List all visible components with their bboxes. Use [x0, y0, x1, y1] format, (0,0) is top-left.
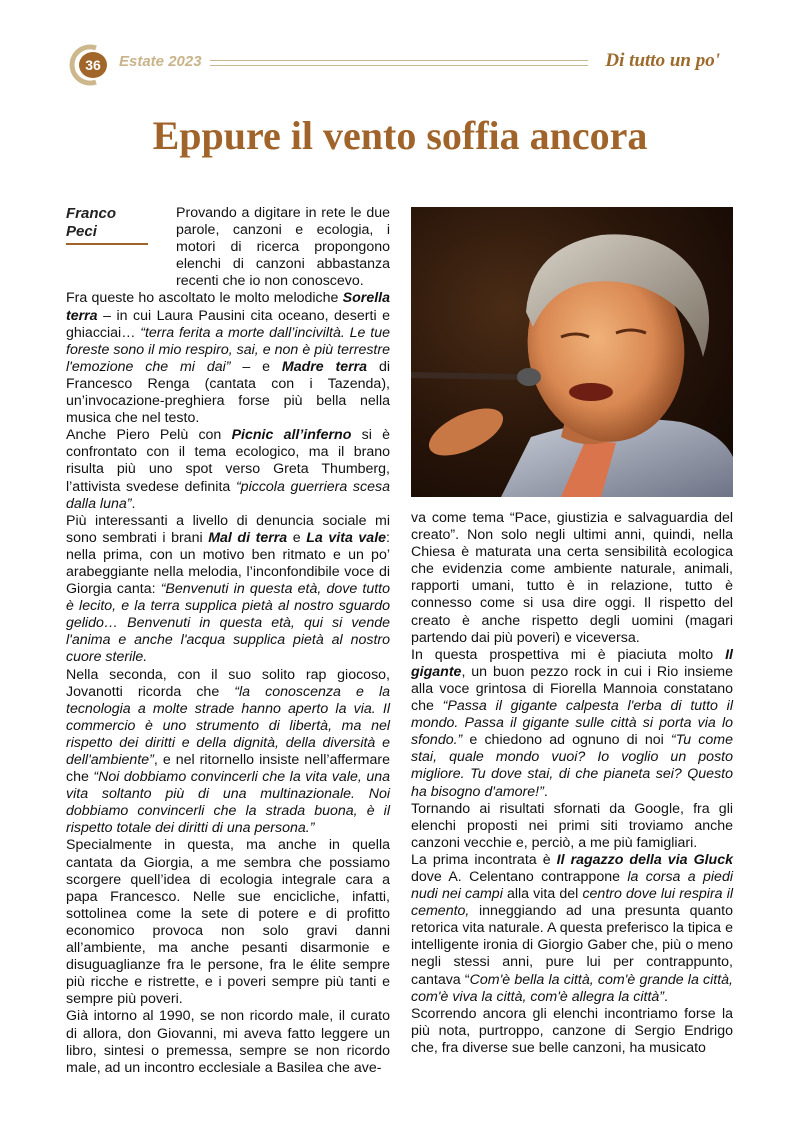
text-run: Più interessanti a livello di denuncia sociale mi sono sembrati i brani	[66, 512, 390, 546]
text-run: si è confrontato con il tema ecologico, ma il brano risulta più uno spot verso Greta Thumberg, l’attivista svedese definita	[66, 427, 390, 495]
author-last-name: Peci	[66, 223, 97, 240]
text-run: Nella seconda, con il suo solito rap giocoso, Jovanotti ricorda che	[66, 666, 390, 700]
lyric-quote: la corsa a piedi nudi nei campi	[411, 868, 733, 903]
text-run: Anche Piero Pelù con	[66, 427, 232, 444]
text-run: .	[131, 495, 136, 512]
lyric-quote: “terra ferita a morte dall’inciviltà. Le tue foreste sono il mio respiro, sai, e non è più terrestre l'emozione che mi dai”	[66, 324, 390, 375]
text-run: – e	[230, 358, 282, 375]
text-run: .	[664, 988, 668, 1005]
singer-photo	[411, 207, 733, 497]
text-run: : nella prima, con un motivo ben ritmato e un po’ arabeggiante nella melodia, l’inconfondibile voce di Giorgia canta:	[66, 529, 390, 598]
paragraph	[66, 667, 390, 838]
paragraph	[66, 1008, 390, 1076]
paragraph	[411, 1006, 733, 1057]
lyric-quote: “Noi dobbiamo convincerli che la vita vale, una vita soltanto più di una multinazionale. Noi dobbiamo convincerli che la strada buona, è il rispetto totale dei diritti di una persona.”	[66, 769, 390, 837]
paragraph	[66, 290, 390, 427]
song-title: Sorella terra	[66, 290, 390, 324]
song-title: Il gigante	[411, 646, 733, 680]
author-first-name: Franco	[66, 205, 117, 222]
text-run: Provando a digitare in rete le due parole, canzoni e ecologia, i motori di ricerca propongono elenchi di canzoni abbastanza recenti che io non conoscevo.	[176, 205, 390, 290]
text-run: , un buon pezzo rock in cui i Rio insieme alla voce grintosa di Fiorella Mannoia constatano che	[411, 663, 733, 715]
article-title: Eppure il vento soffia ancora	[152, 113, 648, 158]
text-run: In questa prospettiva mi è piaciuta molto	[411, 646, 726, 663]
paragraph	[411, 852, 733, 1006]
paragraph	[411, 647, 733, 801]
text-run: alla vita del	[502, 886, 583, 903]
lyric-quote: “Benvenuti in questa età, dove tutto è lecito, e la terra supplica pietà al nostro sguardo gelido… Benvenuti in questa età, qui si vende l'anima e anche l'acqua supplica pietà al nostro cuore sterile.	[66, 581, 390, 666]
section-title: Di tutto un po'	[605, 50, 720, 71]
page-number: 36	[79, 52, 107, 78]
text-run: La prima incontrata è	[411, 851, 557, 868]
song-title: Mal di terra	[208, 529, 288, 546]
text-run: – in cui Laura Pausini cita oceano, deserti e ghiacciai…	[66, 307, 390, 341]
song-title: Il ragazzo della via Gluck	[556, 851, 733, 868]
text-run: Già intorno al 1990, se non ricordo male, il curato di allora, don Giovanni, mi aveva fatto leggere un libro, sintesi o premessa, sempre se non ricordo male, ad un incontro ecclesiale a Basilea che ave-	[66, 1008, 390, 1076]
text-run: Tornando ai risultati sfornati da Google, fra gli elenchi proposti nei primi siti troviamo anche canzoni vecchie e, perciò, a me più famigliari.	[411, 800, 733, 851]
paragraph	[66, 513, 390, 667]
text-run: va come tema “Pace, giustizia e salvaguardia del creato”. Non solo negli ultimi anni, quindi, nella Chiesa è maturata una certa sensibilità ecologica che evidenzia come ambiente naturale, animali, rapporti umani, tutto è in relazione, tutto è connesso come si usa dire oggi. Il rispetto del creato è anche rispetto degli uomini (magari partendo dai più poveri) e viceversa.	[411, 510, 733, 646]
lyric-quote: Com'è bella la città, com'è grande la città, com'è viva la città, com'è allegra la città”	[411, 971, 733, 1005]
left-text-column	[66, 205, 390, 1077]
right-text-column	[411, 510, 733, 1057]
text-run: dove A. Celentano contrappone	[411, 868, 628, 885]
text-run: inneggiando ad una presunta quanto retorica vita naturale. A questa preferisco la tipica e intelligente ironia di Giorgio Gaber che, più o meno negli stessi anni, pure lui per contrappunto, cantava “	[411, 903, 733, 988]
lyric-quote: “Passa il gigante calpesta l'erba di tutto il mondo. Passa il gigante sulle città si porta via lo sfondo.”	[411, 698, 733, 749]
paragraph	[411, 801, 733, 852]
text-run: .	[543, 783, 548, 800]
song-title: Madre terra	[281, 358, 368, 375]
header-rule	[210, 60, 588, 61]
lyric-quote: “la conoscenza e la tecnologia a molte strade hanno aperto la via. Il commercio è uno strumento di libertà, ma nel rispetto dei diritti e della dignità, della diversità e dell'ambiente”	[66, 683, 390, 768]
lyric-quote: “piccola guerriera scesa dalla luna”	[66, 478, 390, 512]
text-run: Scorrendo ancora gli elenchi incontriamo forse la più nota, purtroppo, canzone di Sergio Endrigo che, fra diverse sue belle canzoni, ha musicato	[411, 1005, 733, 1056]
text-run: , e nel ritornello insiste nell’affermare che	[66, 752, 390, 786]
edition-label: Estate 2023	[119, 53, 202, 70]
text-run: Specialmente in questa, ma anche in quella cantata da Giorgia, a me sembra che possiamo scorgere quell’idea di ecologia integrale cara a papa Francesco. Nelle sue encicliche, infatti, sottolinea come la sete di potere e di profitto economico provoca non solo gravi danni all’ambiente, ma anche pesanti disarmonie e disuguaglianze fra le persone, fra le élite sempre più ricche e ristrette, e i poveri sempre più tanti e sempre più poveri.	[66, 837, 390, 1008]
text-run: Fra queste ho ascoltato le molto melodiche	[66, 290, 343, 307]
text-run: di Francesco Renga (cantata con i Tazenda), un’invocazione-preghiera forse più bella nella musica che nel testo.	[66, 358, 390, 427]
text-run: e	[287, 529, 307, 546]
byline-spacer	[66, 205, 176, 274]
song-title: La vita vale	[306, 529, 387, 546]
header-rule	[210, 65, 588, 66]
lyric-quote: centro dove lui respira il cemento,	[411, 886, 733, 920]
lyric-quote: “Tu come stai, quale mondo vuoi? Io voglio un posto migliore. Tu dove stai, di che pianeta sei? Questo ha bisogno d'amore!”	[411, 732, 733, 800]
paragraph	[411, 510, 733, 647]
paragraph	[66, 837, 390, 1008]
text-run: e chiedono ad ognuno di noi	[462, 732, 671, 749]
paragraph	[66, 427, 390, 512]
song-title: Picnic all’inferno	[231, 427, 352, 444]
